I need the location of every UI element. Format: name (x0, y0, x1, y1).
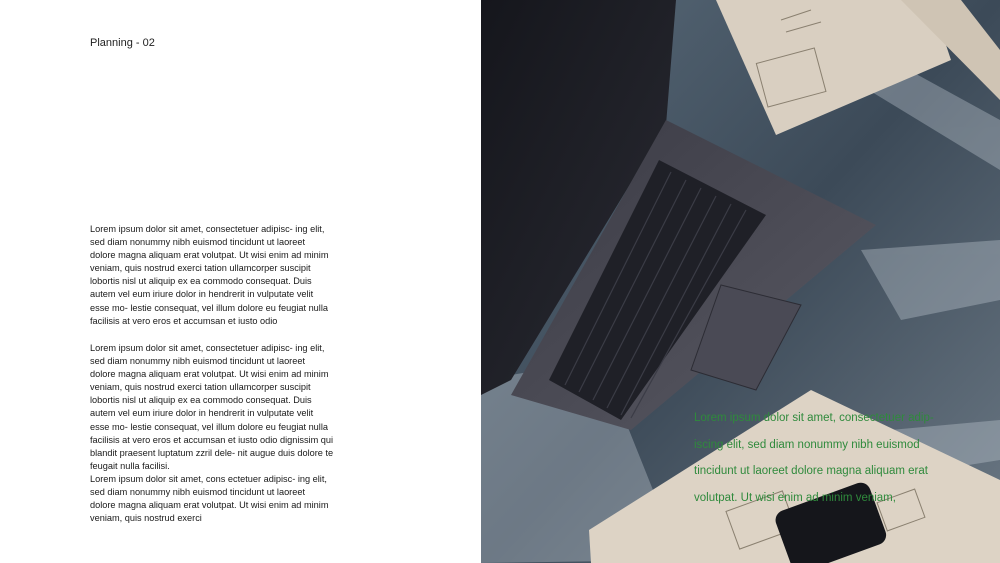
text-panel (0, 0, 481, 563)
slide-title: Planning - 02 (90, 37, 155, 49)
overlay-caption: Lorem ipsum dolor sit amet, consectetuer adip- iscing elit, sed diam nonummy nibh euismod tincidunt ut laoreet dolore magna aliquam erat volutpat. Ut wisi enim ad minim veniam, (694, 412, 934, 504)
body-paragraph-2: Lorem ipsum dolor sit amet, consectetuer adipisc- ing elit, sed diam nonummy nibh euismod tincidunt ut laoreet dolore magna aliquam erat volutpat. Ut wisi enim ad minim veniam, quis nostrud exerci tation ullamcorper suscipit lobortis nisl ut aliquip ex ea commodo consequat. Duis autem vel eum iriure dolor in hendrerit in vulputate velit esse mo- lestie consequat, vel illum dolore eu feugiat nulla facilisis at vero eros et accumsan et iusto odio dignissim qui blandit praesent luptatum zzril dele- nit augue duis dolore te feugait nulla facilisi. Lorem ipsum dolor sit amet, cons ectetuer adipisc- ing elit, sed diam nonummy nibh euismod tincidunt ut laoreet dolore magna aliquam erat volutpat. Ut wisi enim ad minim veniam, quis nostrud exerci (90, 343, 334, 524)
body-paragraph-1: Lorem ipsum dolor sit amet, consectetuer adipisc- ing elit, sed diam nonummy nibh euismod tincidunt ut laoreet dolore magna aliquam erat volutpat. Ut wisi enim ad minim veniam, quis nostrud exerci tation ullamcorper suscipit lobortis nisl ut aliquip ex ea commodo consequat. Duis autem vel eum iriure dolor in hendrerit in vulputate velit esse mo- lestie consequat, vel illum dolore eu feugiat nulla facilisis at vero eros et accumsan et iusto odio (90, 224, 329, 326)
